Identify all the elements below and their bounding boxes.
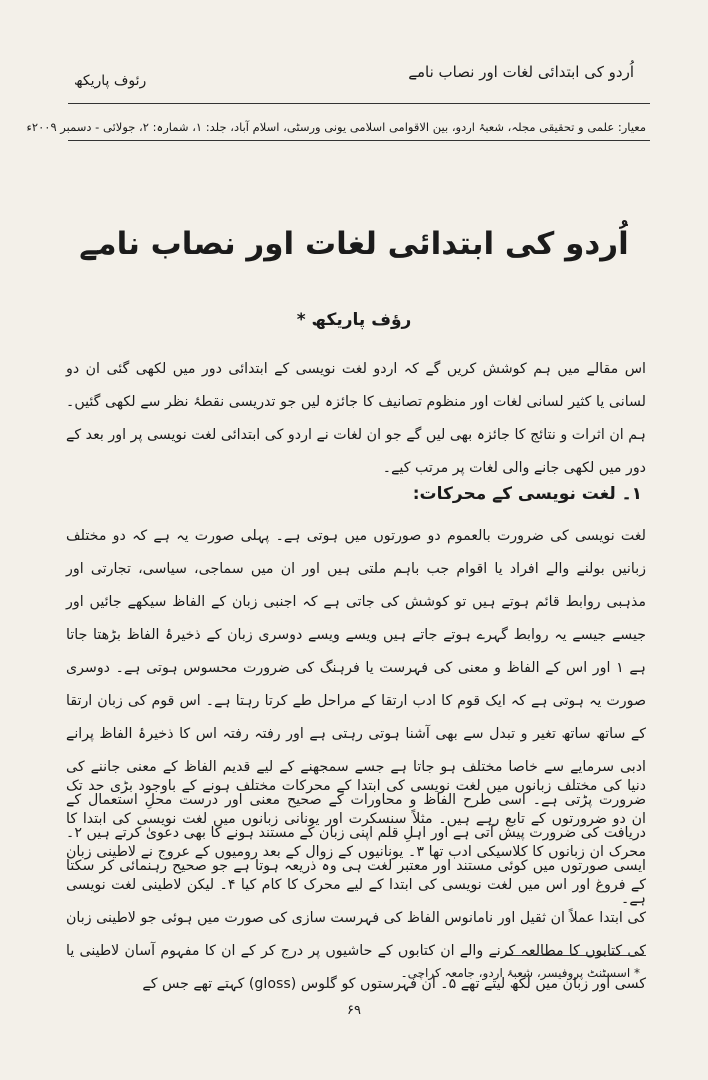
article-byline: رؤف پاریکھ * <box>296 310 412 330</box>
running-header-title: اُردو کی ابتدائی لغات اور نصاب نامے <box>408 63 634 81</box>
journal-citation: معیار: علمی و تحقیقی مجلہ، شعبۂ اردو، بین الاقوامی اسلامی یونی ورسٹی، اسلام آباد، جلد: ۱، شمارہ: ۲، جولائی - دسمبر ۲۰۰۹ء <box>26 120 646 134</box>
article-title: اُردو کی ابتدائی لغات اور نصاب نامے <box>79 226 629 262</box>
intro-paragraph: اس مقالے میں ہم کوشش کریں گے کہ اردو لغت نویسی کے ابتدائی دور میں لکھی گئی ان دو لسانی یا کثیر لسانی لغات اور منظوم تصانیف کا جائزہ لیں جو تدریسی نقطۂ نظر سے لکھی گئیں۔ ہم ان اثرات و نتائج کا جائزہ بھی لیں گے جو ان لغات نے اردو کی ابتدائی لغت نویسی پر اور بعد کے دور میں لکھی جانے والی لغات پر مرتب کیے۔ <box>66 361 646 476</box>
header-rule-top <box>68 103 650 104</box>
body-paragraph-1: لغت نویسی کی ضرورت بالعموم دو صورتوں میں ہوتی ہے۔ پہلی صورت یہ ہے کہ دو مختلف زبانیں بولنے والے افراد یا اقوام جب باہم ملتی ہیں اور ان میں سماجی، سیاسی، تجارتی اور مذہبی روابط قائم ہوتے ہیں تو کوشش کی جاتی ہے کہ اجنبی زبان کے الفاظ سیکھے جائیں اور جیسے جیسے یہ روابط گہرے ہوتے جاتے ہیں ویسے ویسے دوسری زبان کے ذخیرۂ الفاظ بڑھتا جاتا ہے ۱ اور اس کے الفاظ و معنی کی فہرست یا فرہنگ کی ضرورت محسوس ہوتی ہے۔ دوسری صورت یہ ہوتی ہے کہ ایک قوم کا ادب ارتقا کے مراحل طے کرتا رہتا ہے۔ اس قوم کی زبان ارتقا کے ساتھ ساتھ تغیر و تبدل سے بھی آشنا ہوتی رہتی ہے اور رفتہ رفتہ اس کا ذخیرۂ الفاظ پرانے ادبی سرمایے سے خاصا مختلف ہو جاتا ہے جسے سمجھنے کے لیے قدیم الفاظ کے معنی جاننے کی ضرورت پڑتی ہے۔ اسی طرح الفاظ و محاورات کے صحیح معنی اور درست محلِ استعمال کے دریافت کی ضرورت پیش آتی ہے اور اہلِ قلم اپنی زبان کے مستند ہونے کا بھی دعویٰ کرتے ہیں ۲۔ ایسی صورتوں میں کوئی مستند اور معتبر لغت ہی وہ ذریعہ ہوتا ہے جو صحیح رہنمائی کر سکتا ہے۔ <box>66 528 646 907</box>
section-heading: ۱۔ لغت نویسی کے محرکات: <box>412 484 642 504</box>
body-paragraph-2: دنیا کی مختلف زبانوں میں لغت نویسی کی ابتدا کے محرکات مختلف ہونے کے باوجود بڑی حد تک ان دو ضرورتوں کے تابع رہے ہیں۔ مثلاً سنسکرت اور یونانی زبانوں میں لغت نویسی کی ابتدا کا محرک ان زبانوں کا کلاسیکی ادب تھا ۳۔ یونانیوں کے زوال کے بعد رومیوں کے عروج نے لاطینی زبان کے فروغ اور اس میں لغت نویسی کی ابتدا کے لیے محرک کا کام کیا ۴۔ لیکن لاطینی لغت نویسی کی ابتدا عملاً ان ثقیل اور نامانوس الفاظ کی فہرست سازی کی صورت میں ہوئی جو لاطینی زبان کی کتابوں کا مطالعہ کرنے والے ان کتابوں کے حاشیوں پر درج کر کے ان کا مفہوم آسان لاطینی یا کسی اور زبان میں لکھ لیتے تھے ۵۔ ان فہرستوں کو گلوس (gloss) کہتے تھے جس کے <box>66 778 646 992</box>
footnote: * اسسٹنٹ پروفیسر، شعبۂ اردو، جامعہ کراچی۔ <box>400 966 640 980</box>
footnote-rule <box>506 955 646 956</box>
running-header-author: رئوف پاریکھ <box>74 73 147 89</box>
header-rule-bottom <box>68 140 650 141</box>
page-number: ۶۹ <box>347 1003 361 1018</box>
